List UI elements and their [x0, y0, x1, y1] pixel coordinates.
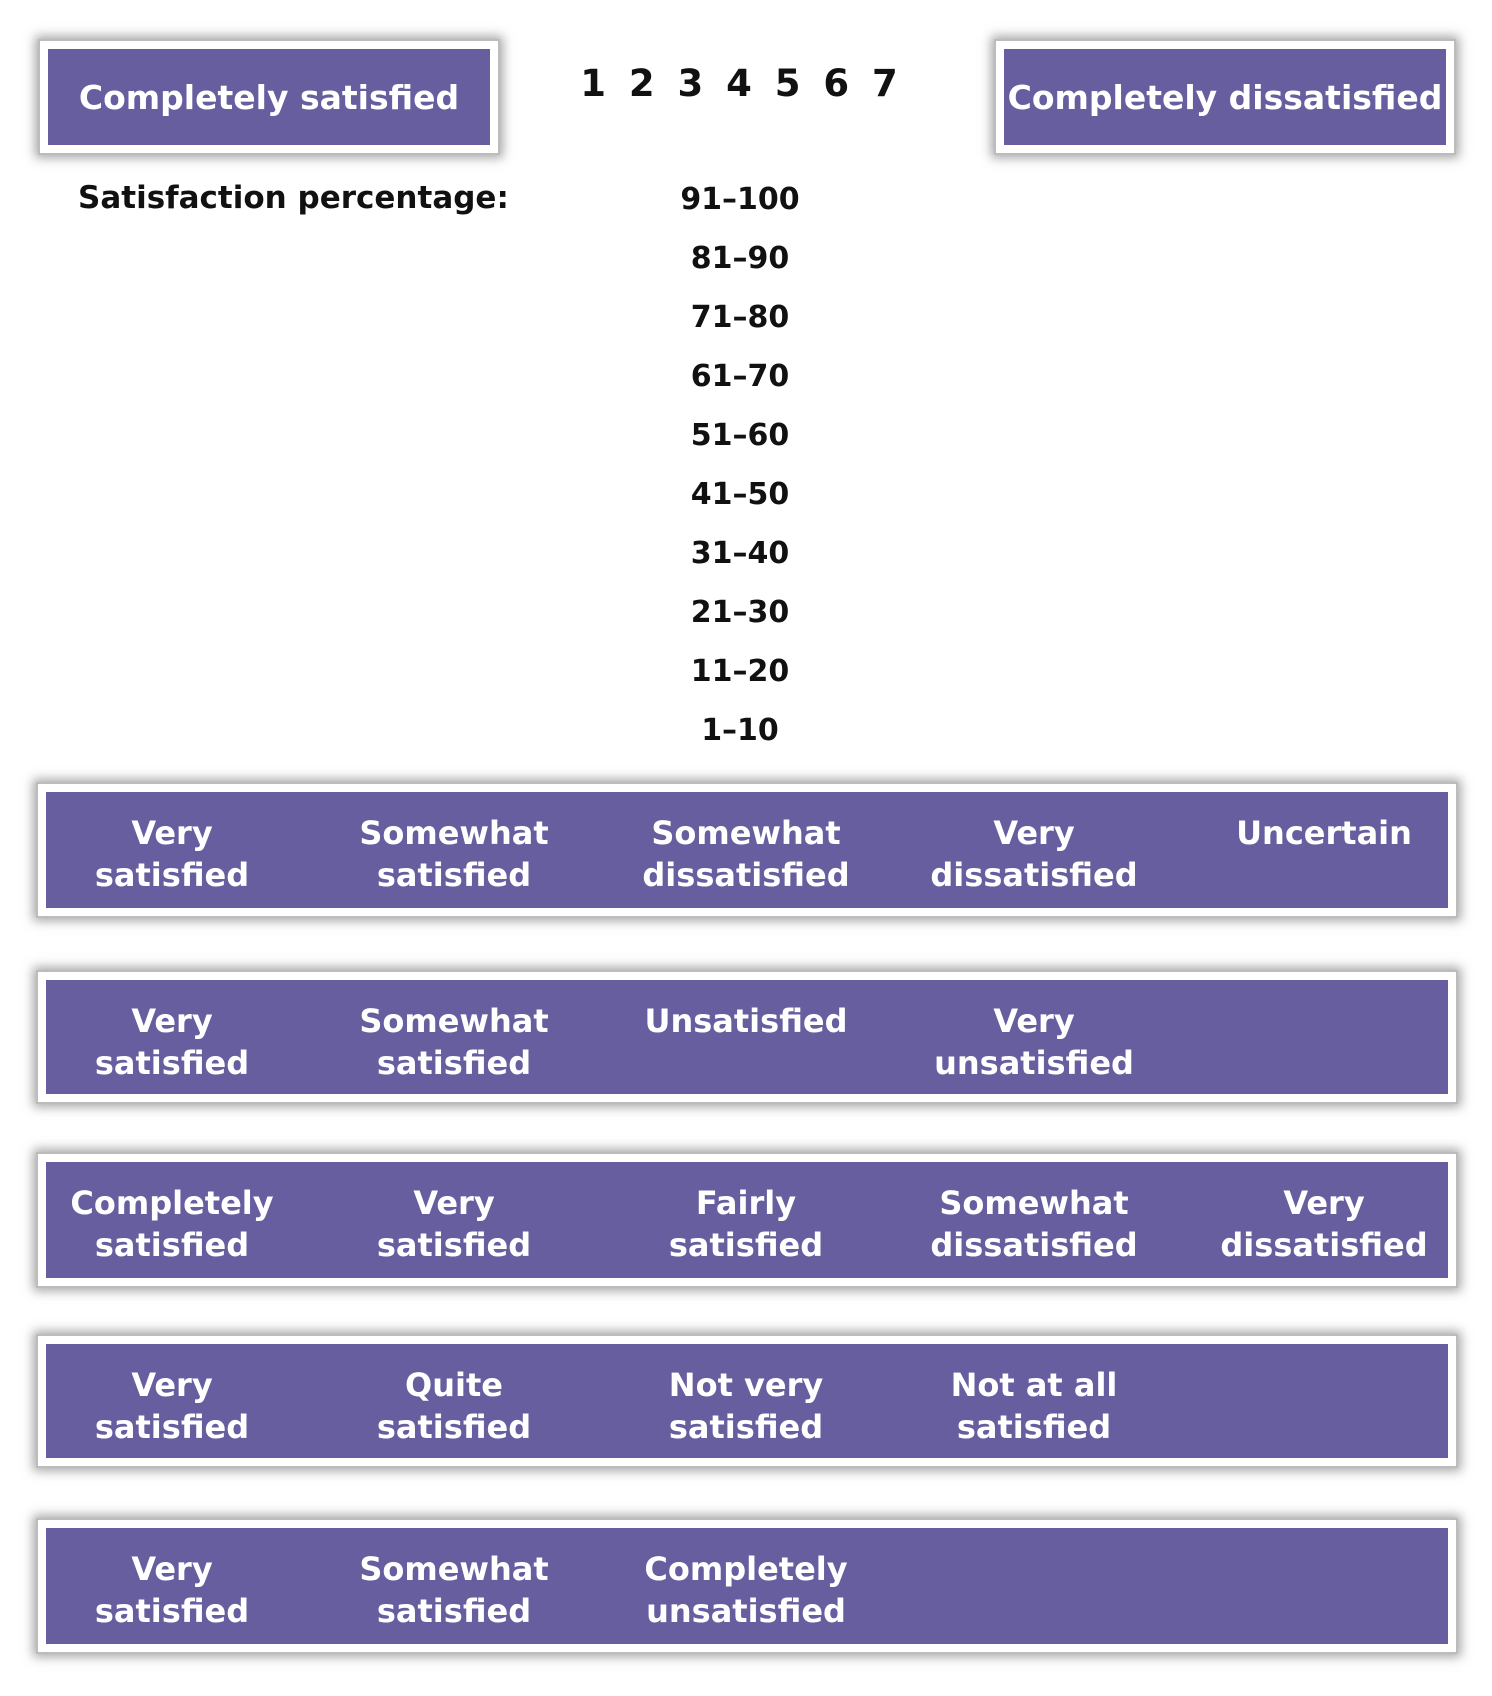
- verbal-scale-row: [38, 784, 1456, 916]
- scale-option-label: Very dissatisfied: [1220, 1184, 1428, 1264]
- scale-option-label: Quite satisfied: [376, 1366, 532, 1446]
- scale-option-label: Not very satisfied: [668, 1366, 824, 1446]
- scale-option-label: Somewhat satisfied: [359, 1550, 549, 1630]
- scale-option-label: Very satisfied: [376, 1184, 532, 1264]
- percentage-range: 31–40: [690, 536, 790, 571]
- endpoint-right-label: Completely dissatisfied: [1007, 77, 1443, 117]
- scale-option-label: Uncertain: [1236, 814, 1412, 852]
- percentage-range: 11–20: [690, 654, 790, 689]
- satisfaction-percentage-label: Satisfaction percentage:: [78, 180, 509, 216]
- scale-option-label: Completely satisfied: [70, 1184, 274, 1264]
- scale-option-label: Somewhat satisfied: [359, 1002, 549, 1082]
- endpoint-completely-dissatisfied-box: [996, 41, 1454, 153]
- numeric-scale: 1 2 3 4 5 6 7: [580, 62, 900, 105]
- scale-option-label: Very satisfied: [94, 1550, 250, 1630]
- percentage-range: 71–80: [690, 300, 790, 335]
- scale-option-label: Very satisfied: [94, 1002, 250, 1082]
- percentage-range: 91–100: [680, 182, 800, 217]
- scale-option-label: Very satisfied: [94, 1366, 250, 1446]
- percentage-range: 61–70: [690, 359, 790, 394]
- percentage-range: 1–10: [701, 713, 779, 748]
- scale-option-label: Somewhat dissatisfied: [930, 1184, 1138, 1264]
- percentage-range: 81–90: [690, 241, 790, 276]
- verbal-scale-row: [38, 1336, 1456, 1466]
- scale-option-label: Fairly satisfied: [668, 1184, 824, 1264]
- verbal-scale-row: [38, 1154, 1456, 1286]
- verbal-scale-row: [38, 972, 1456, 1102]
- percentage-range: 51–60: [690, 418, 790, 453]
- verbal-scale-row: [38, 1520, 1456, 1652]
- endpoint-left-label: Completely satisfied: [78, 77, 460, 117]
- scale-option-label: Unsatisfied: [644, 1002, 848, 1040]
- scale-option-label: Very dissatisfied: [930, 814, 1138, 894]
- scale-option-label: Very unsatisfied: [934, 1002, 1134, 1082]
- endpoint-completely-satisfied-box: [40, 41, 498, 153]
- scale-option-label: Very satisfied: [94, 814, 250, 894]
- percentage-range: 21–30: [690, 595, 790, 630]
- scale-option-label: Not at all satisfied: [950, 1366, 1118, 1446]
- percentage-range: 41–50: [690, 477, 790, 512]
- scale-option-label: Somewhat satisfied: [359, 814, 549, 894]
- scale-option-label: Completely unsatisfied: [644, 1550, 848, 1630]
- scale-option-label: Somewhat dissatisfied: [642, 814, 850, 894]
